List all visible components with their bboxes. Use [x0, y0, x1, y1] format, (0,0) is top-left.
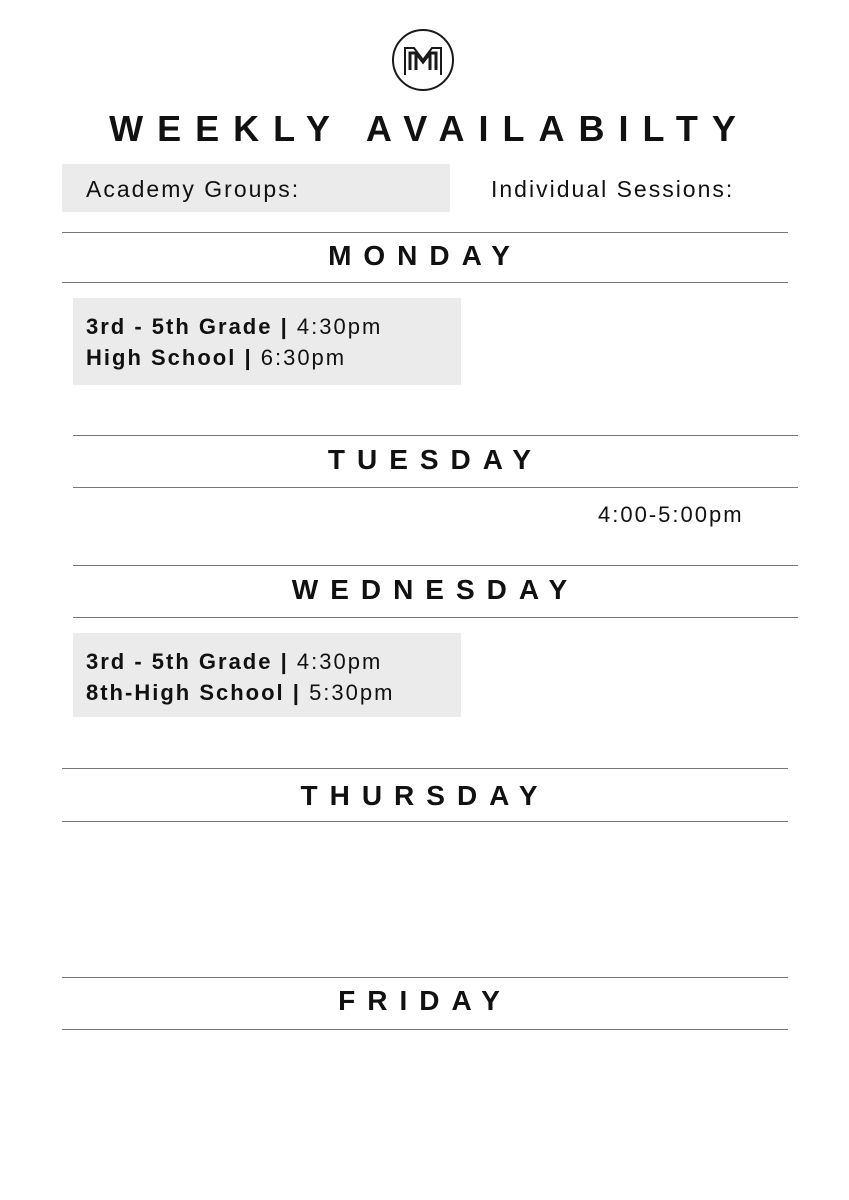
session-time: 4:30pm: [296, 649, 383, 674]
session-time: 6:30pm: [260, 345, 347, 370]
divider: [73, 435, 798, 436]
schedule-entry: [86, 677, 394, 708]
group-name: High School: [86, 345, 237, 370]
session-time: 4:30pm: [296, 314, 383, 339]
separator: |: [244, 345, 253, 370]
mm-logo-icon: [392, 29, 454, 91]
schedule-entry: [86, 646, 382, 677]
session-time: 5:30pm: [309, 680, 395, 705]
day-heading-wednesday: WEDNESDAY: [291, 574, 580, 605]
day-heading-friday: FRIDAY: [338, 985, 512, 1016]
divider: [73, 565, 798, 566]
group-name: 3rd - 5th Grade: [86, 649, 273, 674]
day-heading-monday: MONDAY: [328, 240, 522, 271]
individual-sessions-label: Individual Sessions:: [491, 176, 735, 202]
schedule-entry: [86, 311, 382, 342]
divider: [62, 977, 788, 978]
page-title: WEEKLY AVAILABILTY: [109, 108, 750, 149]
separator: |: [292, 680, 301, 705]
separator: |: [280, 314, 289, 339]
divider: [62, 821, 788, 822]
divider: [73, 487, 798, 488]
divider: [62, 232, 788, 233]
group-name: 3rd - 5th Grade: [86, 314, 273, 339]
day-heading-tuesday: TUESDAY: [327, 444, 544, 475]
mm-monogram-icon: [394, 31, 452, 89]
academy-groups-label: Academy Groups:: [86, 176, 301, 202]
divider: [62, 1029, 788, 1030]
divider: [62, 282, 788, 283]
day-heading-thursday: THURSDAY: [300, 780, 550, 811]
separator: |: [280, 649, 289, 674]
individual-session-time: 4:00-5:00pm: [598, 502, 744, 527]
divider: [62, 768, 788, 769]
divider: [73, 617, 798, 618]
group-name: 8th-High School: [86, 680, 285, 705]
schedule-entry: [86, 342, 346, 373]
